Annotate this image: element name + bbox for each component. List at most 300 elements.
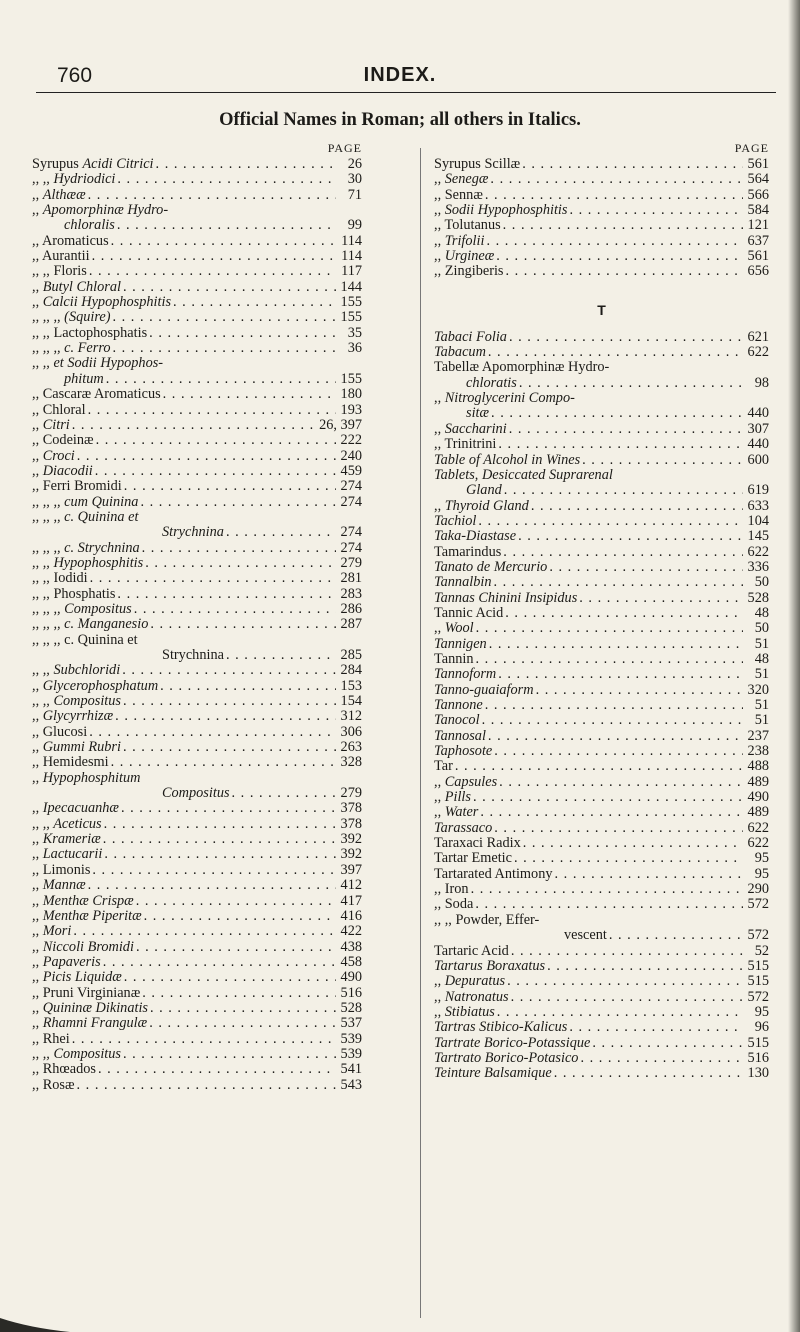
entry-page-number: 320 [747, 681, 769, 698]
entry-label: Papaveris [42, 953, 101, 970]
entry-label: Zingiberis [444, 263, 504, 280]
entry-label: Quininæ Dikinatis [42, 999, 148, 1016]
entry-prefix: ,, [434, 248, 445, 265]
entry-label: Tanocol [434, 712, 480, 729]
entry-page-number: 274 [340, 493, 362, 510]
entry-page-number: 600 [747, 451, 769, 468]
leader-dots [86, 403, 336, 418]
entry-prefix: ,, [434, 896, 445, 913]
entry-page-number: 287 [340, 616, 362, 633]
entry-page-number: 397 [340, 861, 362, 878]
index-entry [32, 571, 362, 586]
entry-page-number: 566 [747, 186, 769, 203]
entry-page-number: 539 [340, 1045, 362, 1062]
index-entry [434, 913, 769, 928]
entry-page-number: 515 [747, 973, 769, 990]
entry-page-number: 440 [747, 405, 769, 422]
entry-prefix: ,, [32, 340, 43, 357]
entry-label: ,, Iodidi [42, 570, 88, 587]
index-entry [434, 437, 769, 452]
entry-prefix: ,, [32, 171, 43, 188]
entry-prefix: ,, [434, 973, 445, 990]
entry-label: ,, Aceticus [42, 815, 102, 832]
leader-dots [87, 725, 336, 740]
leader-dots [96, 1062, 336, 1077]
leader-dots [476, 514, 743, 529]
leader-dots [507, 422, 743, 437]
entry-label: Rhei [42, 1030, 70, 1047]
entry-label: Tartaric Acid [434, 942, 509, 959]
leader-dots [483, 698, 743, 713]
entry-prefix: ,, [32, 938, 43, 955]
index-entry [434, 790, 769, 805]
entry-prefix: ,, [32, 999, 43, 1016]
leader-dots [567, 203, 743, 218]
leader-dots [121, 740, 336, 755]
leader-dots [486, 345, 743, 360]
entry-page-number: 52 [754, 942, 769, 959]
entry-page-number: 114 [341, 248, 362, 265]
entry-label: Tartrate Borico-Potassique [434, 1034, 591, 1051]
entry-prefix: ,, [32, 294, 43, 311]
index-entry [32, 725, 362, 740]
page-corner-fold [0, 1298, 70, 1332]
entry-page-number: 99 [347, 217, 362, 234]
index-entry [32, 986, 362, 1001]
index-entry [32, 556, 362, 571]
entry-page-number: 637 [747, 232, 769, 249]
leader-dots [115, 587, 336, 602]
leader-dots [104, 372, 336, 387]
entry-page-number: 572 [747, 927, 769, 944]
entry-page-number: 572 [747, 988, 769, 1005]
index-entry [434, 775, 769, 790]
entry-prefix: ,, [32, 416, 43, 433]
column-divider [420, 148, 421, 1318]
entry-prefix: ,, [32, 600, 43, 617]
entry-label: Aromaticus [41, 232, 109, 249]
page-number: 760 [57, 64, 93, 87]
left-entry-list [32, 157, 362, 1093]
index-column-left [32, 141, 362, 1093]
leader-dots [501, 218, 743, 233]
entry-continuation: phitum [64, 370, 104, 387]
entry-prefix: ,, [434, 789, 445, 806]
entry-page-number: 279 [340, 785, 362, 802]
index-entry [32, 310, 362, 325]
leader-dots [491, 575, 743, 590]
leader-dots [101, 955, 336, 970]
entry-prefix: ,, [32, 186, 43, 203]
entry-prefix: ,, [434, 881, 445, 898]
entry-prefix: ,, [434, 988, 445, 1005]
entry-continuation: Compositus [162, 785, 230, 802]
entry-page-number: 50 [754, 574, 769, 591]
index-entry [434, 729, 769, 744]
entry-page-number: 537 [340, 1015, 362, 1032]
entry-prefix: ,, [434, 390, 445, 407]
index-entry [434, 514, 769, 529]
section-letter: T [597, 301, 606, 318]
entry-label: ,, Powder, Effer- [444, 911, 540, 928]
entry-label: ,, Compositus [42, 1045, 121, 1062]
entry-label: Althææ [42, 186, 86, 203]
index-entry [32, 633, 362, 648]
entry-label: Rhœados [42, 1061, 96, 1078]
entry-label: Apomorphinæ Hydro- [42, 202, 169, 219]
leader-dots [580, 453, 743, 468]
index-entry [32, 955, 362, 970]
entry-page-number: 489 [747, 773, 769, 790]
entry-prefix: ,, [434, 232, 445, 249]
entry-label: Tanno-guaiaform [434, 681, 534, 698]
entry-label: Tannone [434, 697, 483, 713]
entry-label: Acidi Citrici [82, 156, 154, 172]
index-entry [32, 847, 362, 862]
entry-prefix: ,, [32, 907, 43, 924]
entry-prefix: ,, [32, 401, 43, 418]
right-s-entry-list [434, 157, 769, 280]
index-entry [32, 372, 362, 387]
entry-label: Picis Liquidæ [42, 969, 122, 986]
entry-label: Menthæ Piperitæ [42, 907, 142, 924]
index-entry [434, 264, 769, 279]
entry-page-number: 26 [347, 156, 362, 172]
leader-dots [496, 437, 743, 452]
index-entry [434, 345, 769, 360]
entry-page-number: 543 [340, 1076, 362, 1093]
entry-prefix: ,, [32, 815, 43, 832]
leader-dots [502, 483, 743, 498]
entry-page-number: 290 [747, 881, 769, 898]
index-entry [434, 1051, 769, 1066]
leader-dots [115, 218, 336, 233]
index-entry [434, 376, 769, 391]
entry-page-number: 312 [340, 708, 362, 725]
entry-prefix: ,, [434, 620, 445, 637]
leader-dots [147, 326, 336, 341]
leader-dots [547, 560, 743, 575]
entry-page-number: 336 [747, 558, 769, 575]
index-entry [434, 483, 769, 498]
entry-page-number: 392 [340, 846, 362, 863]
leader-dots [520, 157, 743, 172]
leader-dots [148, 1001, 336, 1016]
leader-dots [471, 790, 743, 805]
entry-prefix: ,, [32, 739, 43, 756]
entry-page-number: 153 [340, 677, 362, 694]
entry-page-number: 440 [747, 436, 769, 453]
entry-page-number: 238 [747, 743, 769, 760]
entry-page-number: 95 [754, 1003, 769, 1020]
leader-dots [158, 679, 336, 694]
index-entry [32, 709, 362, 724]
entry-label: Hemidesmi [42, 754, 109, 771]
entry-prefix: ,, [32, 278, 43, 295]
index-entry [32, 832, 362, 847]
index-entry [434, 698, 769, 713]
index-entry [32, 909, 362, 924]
entry-page-number: 114 [341, 232, 362, 249]
index-entry [32, 1062, 362, 1077]
entry-page-number: 528 [747, 589, 769, 606]
index-entry [434, 545, 769, 560]
entry-label: Tannosal [434, 727, 486, 744]
entry-label: Wool [444, 620, 474, 637]
entry-page-number: 328 [340, 754, 362, 771]
entry-prefix: ,, [32, 769, 43, 786]
header-rule [36, 92, 776, 93]
entry-page-number: 458 [340, 953, 362, 970]
index-entry [434, 944, 769, 959]
entry-page-number: 26, 397 [319, 416, 362, 433]
entry-continuation: chloratis [466, 374, 517, 391]
entry-page-number: 180 [340, 386, 362, 403]
entry-label: ,, ,, Compositus [42, 600, 132, 617]
leader-dots [86, 188, 336, 203]
entry-page-number: 392 [340, 831, 362, 848]
entry-label: Glucosi [42, 723, 88, 740]
leader-dots [120, 663, 336, 678]
index-entry [32, 602, 362, 617]
index-entry [434, 234, 769, 249]
leader-dots [140, 986, 336, 1001]
entry-prefix: ,, [32, 800, 43, 817]
index-entry [32, 924, 362, 939]
entry-label: Thyroid Gland [444, 497, 529, 514]
entry-label: ,, ,, cum Quinina [42, 493, 139, 510]
entry-page-number: 515 [747, 1034, 769, 1051]
entry-page-number: 30 [347, 171, 362, 188]
entry-label: Tartras Stibico-Kalicus [434, 1019, 568, 1036]
leader-dots [529, 499, 743, 514]
entry-label: ,, Phosphatis [42, 585, 116, 602]
entry-label: ,, ,, c. Quinina et [42, 631, 138, 648]
index-entry [434, 652, 769, 667]
entry-page-number: 515 [747, 957, 769, 974]
entry-label: ,, Compositus [42, 693, 121, 710]
entry-prefix: ,, [32, 386, 43, 403]
index-entry [434, 560, 769, 575]
entry-continuation: Strychnina [162, 647, 224, 663]
entry-prefix: ,, [32, 846, 43, 863]
entry-page-number: 516 [340, 984, 362, 1001]
entry-label: Teinture Balsamique [434, 1065, 552, 1082]
entry-label: Tannic Acid [434, 604, 504, 621]
entry-label: Tabellæ Apomorphinæ Hydro- [434, 359, 610, 376]
index-entry [32, 1032, 362, 1047]
leader-dots [517, 376, 743, 391]
leader-dots [487, 637, 743, 652]
entry-page-number: 193 [340, 401, 362, 418]
entry-label: Trifolii [444, 232, 485, 249]
leader-dots [230, 786, 336, 801]
leader-dots [88, 571, 336, 586]
entry-label: Rosæ [42, 1076, 75, 1093]
index-entry [32, 663, 362, 678]
entry-continuation: vescent [564, 927, 607, 944]
leader-dots [109, 755, 336, 770]
index-entry [32, 249, 362, 264]
entry-page-number: 51 [754, 635, 769, 652]
entry-label: Pruni Virginianæ [42, 984, 141, 1001]
entry-page-number: 104 [747, 512, 769, 529]
index-entry [32, 280, 362, 295]
index-entry [434, 1066, 769, 1081]
entry-prefix: ,, [32, 708, 43, 725]
leader-dots [70, 418, 319, 433]
entry-page-number: 516 [747, 1049, 769, 1066]
leader-dots [492, 744, 743, 759]
index-entry [434, 1005, 769, 1020]
entry-page-number: 130 [747, 1065, 769, 1082]
index-column-right [434, 141, 769, 1082]
entry-label: Mori [42, 923, 72, 940]
leader-dots [87, 264, 336, 279]
leader-dots [507, 330, 743, 345]
index-entry [32, 786, 362, 801]
index-entry [32, 387, 362, 402]
entry-label: Ferri Bromidi [42, 478, 122, 495]
index-entry [434, 1020, 769, 1035]
entry-label: Tannigen [434, 635, 487, 652]
index-entry [434, 683, 769, 698]
entry-prefix: ,, [434, 171, 445, 188]
entry-label: Tartarated Antimony [434, 865, 553, 882]
leader-dots [577, 591, 743, 606]
entry-page-number: 490 [340, 969, 362, 986]
leader-dots [119, 801, 336, 816]
index-entry [434, 867, 769, 882]
entry-page-number: 237 [747, 727, 769, 744]
entry-label: Capsules [444, 773, 498, 790]
entry-prefix: Syrupus [434, 156, 485, 172]
entry-label: Tannoform [434, 666, 497, 683]
entry-prefix: ,, [32, 923, 43, 940]
entry-page-number: 281 [340, 570, 362, 587]
leader-dots [161, 387, 336, 402]
leader-dots [509, 944, 743, 959]
entry-page-number: 378 [340, 800, 362, 817]
index-entry [32, 1001, 362, 1016]
entry-label: Taka-Diastase [434, 528, 517, 545]
entry-page-number: 489 [747, 804, 769, 821]
leader-dots [102, 847, 336, 862]
entry-page-number: 144 [340, 278, 362, 295]
entry-label: ,, Hypophosphitis [42, 554, 144, 571]
entry-prefix: ,, [32, 539, 43, 556]
index-entry [434, 637, 769, 652]
leader-dots [484, 234, 743, 249]
right-t-entry-list [434, 330, 769, 1082]
index-entry [32, 403, 362, 418]
entry-label: Pills [444, 789, 471, 806]
entry-prefix: ,, [434, 804, 445, 821]
leader-dots [473, 897, 743, 912]
entry-prefix: ,, [32, 677, 43, 694]
entry-prefix: ,, [434, 1003, 445, 1020]
index-entry [434, 821, 769, 836]
entry-prefix: ,, [434, 420, 445, 437]
entry-page-number: 48 [754, 604, 769, 621]
leader-dots [494, 249, 743, 264]
leader-dots [545, 959, 743, 974]
entry-label: Butyl Chloral [42, 278, 121, 295]
entry-prefix: ,, [32, 831, 43, 848]
entry-label: Limonis [42, 861, 91, 878]
entry-page-number: 50 [754, 620, 769, 637]
index-entry [434, 667, 769, 682]
entry-page-number: 95 [754, 850, 769, 867]
leader-dots [534, 683, 743, 698]
entry-page-number: 633 [747, 497, 769, 514]
leader-dots [492, 821, 743, 836]
index-entry [32, 740, 362, 755]
index-entry [434, 422, 769, 437]
leader-dots [486, 729, 743, 744]
entry-page-number: 622 [747, 819, 769, 836]
leader-dots [90, 863, 336, 878]
entry-label: Citri [42, 416, 70, 433]
entry-label: Gummi Rubri [42, 739, 121, 756]
index-entry [434, 575, 769, 590]
entry-label: Mannæ [42, 877, 86, 894]
entry-prefix: ,, [32, 447, 43, 464]
index-entry [434, 529, 769, 544]
entry-label: Codeinæ [42, 432, 94, 449]
index-entry [434, 203, 769, 218]
leader-dots [143, 556, 336, 571]
index-entry [434, 928, 769, 943]
index-entry [434, 360, 769, 375]
entry-page-number: 490 [747, 789, 769, 806]
entry-label: Krameriæ [42, 831, 101, 848]
index-entry [32, 755, 362, 770]
index-entry [434, 249, 769, 264]
entry-label: Soda [444, 896, 474, 913]
index-entry [434, 330, 769, 345]
index-entry [32, 940, 362, 955]
entry-label: Tartarus Boraxatus [434, 957, 546, 974]
entry-prefix: ,, [434, 217, 445, 234]
entry-label: Cascaræ Aromaticus [42, 386, 161, 403]
entry-label: Sennæ [444, 186, 483, 203]
page-header [0, 0, 800, 100]
index-entry [434, 990, 769, 1005]
entry-label: ,, Lactophosphatis [42, 324, 148, 341]
entry-page-number: 222 [340, 432, 362, 449]
index-entry [32, 1047, 362, 1062]
entry-label: Glycyrrhizæ [42, 708, 114, 725]
entry-label: Stibiatus [444, 1003, 495, 1020]
entry-continuation: sitæ [466, 405, 490, 422]
entry-label: ,, ,, c. Strychnina [42, 539, 140, 556]
column-page-heading: PAGE [327, 141, 362, 155]
entry-page-number: 584 [747, 202, 769, 219]
index-entry [32, 157, 362, 172]
index-entry [32, 617, 362, 632]
entry-page-number: 488 [747, 758, 769, 775]
entry-prefix: Syrupus [32, 156, 83, 172]
leader-dots [109, 234, 336, 249]
entry-prefix: ,, [32, 232, 42, 249]
leader-dots [115, 172, 336, 187]
entry-prefix: ,, [32, 478, 43, 495]
leader-dots [224, 525, 336, 540]
entry-prefix: ,, [434, 911, 445, 928]
entry-prefix: ,, [32, 493, 43, 510]
entry-label: Taraxaci Radix [434, 835, 521, 852]
